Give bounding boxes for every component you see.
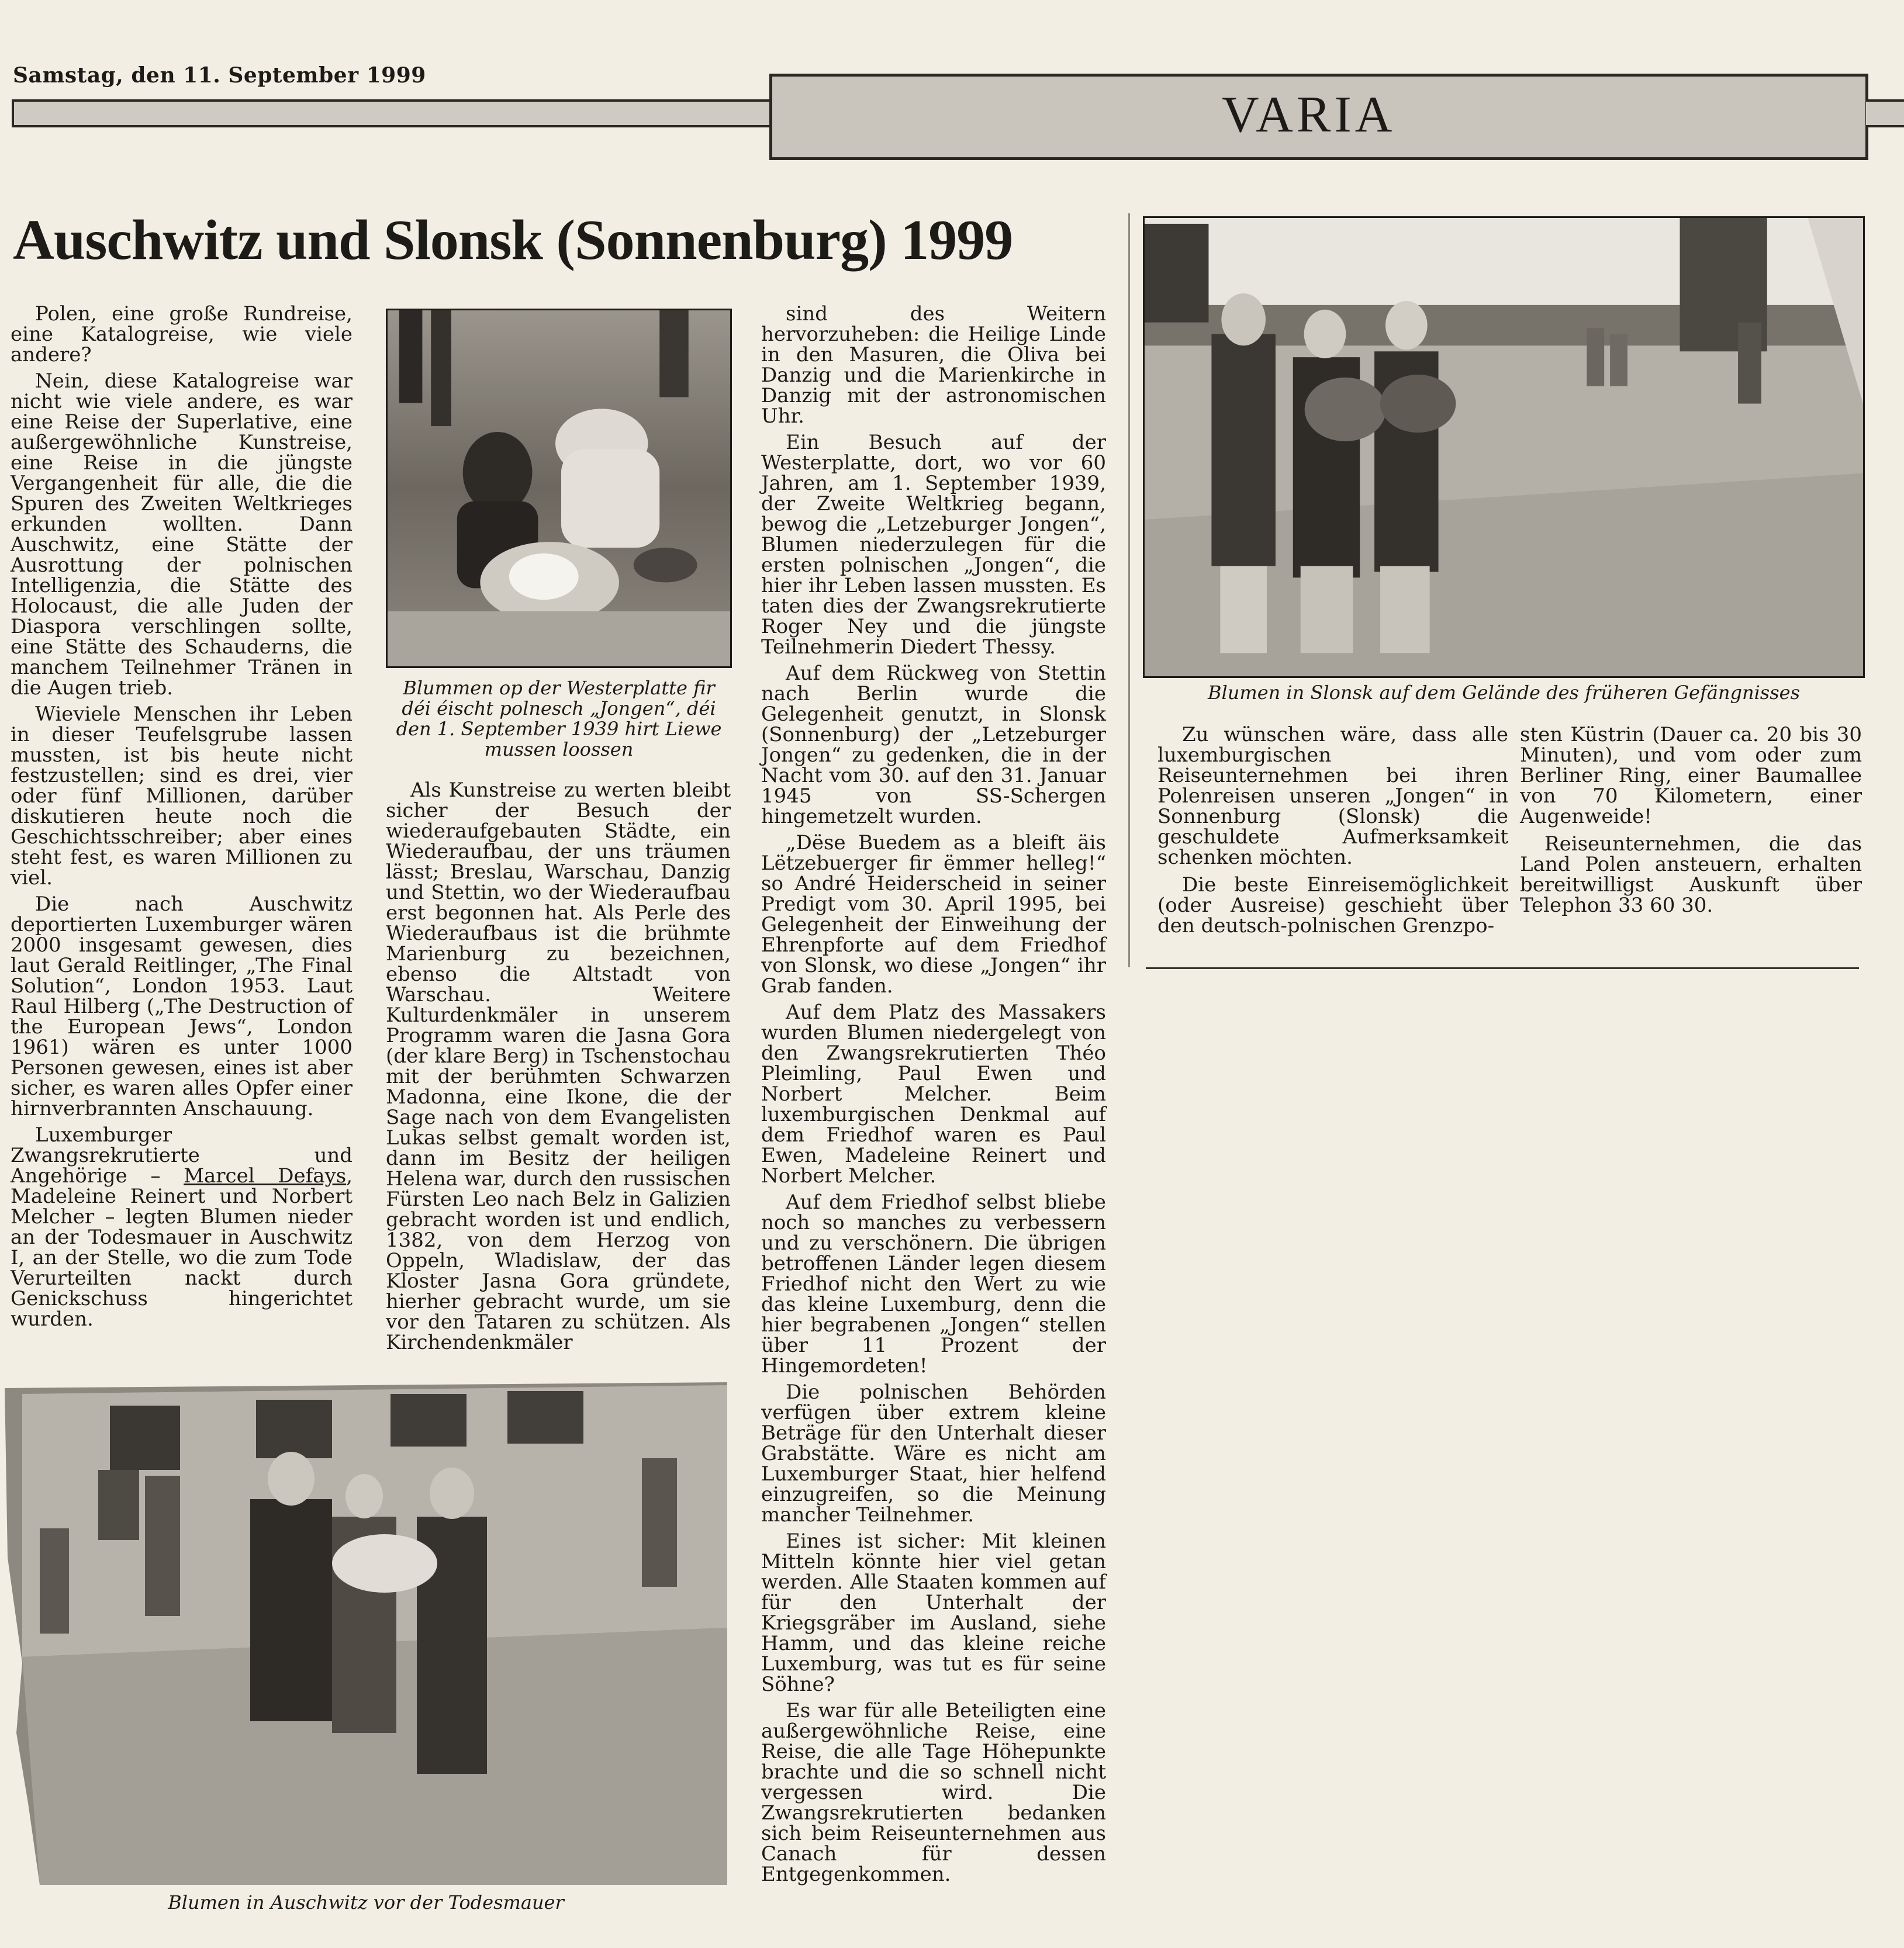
section-title: VARIA: [1222, 86, 1396, 143]
paragraph: [11, 1125, 353, 1330]
paragraph: Reiseunternehmen, die das Land Polen ansteuern, erhalten bereitwilligst Auskunft über Telephon 33 60 30.: [1520, 832, 1862, 917]
photo-auschwitz: [5, 1382, 727, 1885]
photo-auschwitz-image: [5, 1382, 727, 1885]
header-rule-left: [12, 99, 772, 127]
paragraph: Auf dem Rückweg von Stettin nach Berlin wurde die Gelegenheit genutzt, in Slonsk (Sonnenburg) der „Letzeburger Jongen“ zu gedenken, die in der Nacht vom 30. auf den 31. Januar 1945 von SS-Schergen hingemetzelt wurden.: [761, 662, 1106, 828]
text-run: , Madeleine Reinert und Norbert Melcher – legten Blumen nieder an der Todesmauer in Auschwitz I, an der Stelle, wo die zum Tode Verurteilten nackt durch Genickschuss hingerichtet wurden.: [11, 1164, 353, 1331]
column-end-rule: [1146, 967, 1859, 969]
paragraph: Wieviele Menschen ihr Leben in dieser Teufelsgrube lassen mussten, ist bis heute nicht festzustellen; sind es drei, vier oder fünf Millionen, darüber diskutieren heute noch die Geschichtsschreiber; aber eines steht fest, es waren Millionen zu viel.: [11, 703, 353, 890]
paragraph: sind des Weitern hervorzuheben: die Heilige Linde in den Masuren, die Oliva bei Danzig und die Marienkirche in Danzig mit der astronomischen Uhr.: [761, 302, 1106, 428]
photo-westerplatte: [386, 309, 732, 668]
paragraph: Die polnischen Behörden verfügen über extrem kleine Beträge für den Unterhalt dieser Grabstätte. Wäre es nicht am Luxemburger Staat, hier helfend einzugreifen, so die Meinung mancher Teilnehmer.: [761, 1380, 1106, 1527]
article-column-4: [1157, 725, 1508, 943]
paragraph: sten Küstrin (Dauer ca. 20 bis 30 Minuten), und vom oder zum Berliner Ring, einer Baumallee von 70 Kilometern, einer Augenweide!: [1520, 723, 1862, 828]
paragraph: Polen, eine große Rundreise, eine Katalogreise, wie viele andere?: [11, 302, 353, 366]
photo-slonsk-image: [1145, 218, 1863, 676]
article-column-3: [761, 304, 1106, 1891]
paragraph: Auf dem Platz des Massakers wurden Blumen niedergelegt von den Zwangsrekrutierten Théo Pleimling, Paul Ewen und Norbert Melcher. Beim luxemburgischen Denkmal auf dem Friedhof waren es Paul Ewen, Madeleine Reinert und Norbert Melcher.: [761, 1001, 1106, 1188]
paragraph: Die nach Auschwitz deportierten Luxemburger wären 2000 insgesamt gewesen, dies laut Gerald Reitlinger, „The Final Solution“, London 1953. Laut Raul Hilberg („The Destruction of the European Jews“, London 1961) wären es unter 1000 Personen gewesen, eines ist aber sicher, es waren alles Opfer einer hirnverbrannten Anschauung.: [11, 892, 353, 1120]
article-headline: Auschwitz und Slonsk (Sonnenburg) 1999: [13, 209, 1013, 272]
text-run: Luxemburger Zwangsrekrutierte und Angehörige –: [11, 1123, 353, 1188]
paragraph: Die beste Einreisemöglichkeit (oder Ausreise) geschieht über den deutsch-polnischen Grenzpo-: [1157, 873, 1508, 937]
column-divider: [1128, 213, 1130, 967]
photo-caption: Blummen op der Westerplatte fir déi éischt polnesch „Jongen“, déi den 1. September 1939 hirt Liewe mussen loossen: [396, 677, 722, 760]
paragraph: Nein, diese Katalogreise war nicht wie viele andere, es war eine Reise der Superlative, eine außergewöhnliche Kunstreise, eine Reise in die jüngste Vergangenheit für alle, die die Spuren des Zweiten Weltkrieges erkunden wollten. Dann Auschwitz, eine Stätte der Ausrottung der polnischen Intelligenzia, die Stätte des Holocaust, die alle Juden der Diaspora verschlingen sollte, eine Stätte des Schauderns, die manchem Teilnehmer Tränen in die Augen trieb.: [11, 369, 353, 700]
paragraph: Es war für alle Beteiligten eine außergewöhnliche Reise, eine Reise, die alle Tage Höhepunkte brachte und die so schnell nicht vergessen wird. Die Zwangsrekrutierten bedanken sich beim Reiseunternehmen aus Canach für dessen Entgegenkommen.: [761, 1699, 1106, 1886]
paragraph: Ein Besuch auf der Westerplatte, dort, wo vor 60 Jahren, am 1. September 1939, der Zweite Weltkrieg begann, bewog die „Letzeburger Jongen“, Blumen niederzulegen für die ersten polnischen „Jongen“, die hier ihr Leben lassen mussten. Es taten dies der Zwangsrekrutierte Roger Ney und die jüngste Teilnehmerin Diedert Thessy.: [761, 431, 1106, 659]
paragraph: Auf dem Friedhof selbst bliebe noch so manches zu verbessern und zu verschönern. Die übrigen betroffenen Länder legen diesem Friedhof nicht den Wert zu wie das kleine Luxemburg, denn die hier begrabenen „Jongen“ stellen über 11 Prozent der Hingemordeten!: [761, 1191, 1106, 1378]
photo-caption: Blumen in Auschwitz vor der Todesmauer: [168, 1891, 564, 1914]
header-rule-right: [1866, 99, 1904, 127]
publication-date: Samstag, den 11. September 1999: [13, 63, 426, 88]
photo-slonsk: [1143, 216, 1865, 678]
paragraph: Eines ist sicher: Mit kleinen Mitteln könnte hier viel getan werden. Alle Staaten kommen auf für den Unterhalt der Kriegsgräber im Ausland, siehe Hamm, und das kleine reiche Luxemburg, was tut es für seine Söhne?: [761, 1530, 1106, 1696]
article-column-5: [1520, 725, 1862, 923]
photo-westerplatte-image: [388, 310, 730, 666]
paragraph: „Dëse Buedem as a bleift äis Lëtzebuerger fir ëmmer helleg!“ so André Heiderscheid in seiner Predigt vom 30. April 1995, bei Gelegenheit der Einweihung der Ehrenpforte auf dem Friedhof von Slonsk, wo diese „Jongen“ ihr Grab fanden.: [761, 831, 1106, 998]
photo-caption: Blumen in Slonsk auf dem Gelände des früheren Gefängnisses: [1208, 681, 1800, 704]
paragraph: Als Kunstreise zu werten bleibt sicher der Besuch der wiederaufgebauten Städte, ein Wiederaufbau, der uns träumen lässt; Breslau, Warschau, Danzig und Stettin, wo der Wiederaufbau erst begonnen hat. Als Perle des Wiederaufbaus ist die brühmte Marienburg zu bezeichnen, ebenso die Altstadt von Warschau. Weitere Kulturdenkmäler in unserem Programm waren die Jasna Gora (der klare Berg) in Tschenstochau mit der berühmten Schwarzen Madonna, eine Ikone, die der Sage nach von dem Evangelisten Lukas selbst gemalt worden ist, dann im Besitz der heiligen Helena war, durch den russischen Fürsten Leo nach Belz in Galizien gebracht worden ist und endlich, 1382, von dem Herzog von Oppeln, Wladislaw, der das Kloster Jasna Gora gründete, hierher gebracht wurde, um sie vor den Tataren zu schützen. Als Kirchendenkmäler: [386, 778, 731, 1354]
article-column-1: [11, 304, 353, 1335]
underlined-name: Marcel Defays: [184, 1164, 347, 1188]
paragraph: Zu wünschen wäre, dass alle luxemburgischen Reiseunternehmen bei ihren Polenreisen unseren „Jongen“ in Sonnenburg (Slonsk) die geschuldete Aufmerksamkeit schenken möchten.: [1157, 723, 1508, 869]
article-column-2: [386, 780, 731, 1359]
